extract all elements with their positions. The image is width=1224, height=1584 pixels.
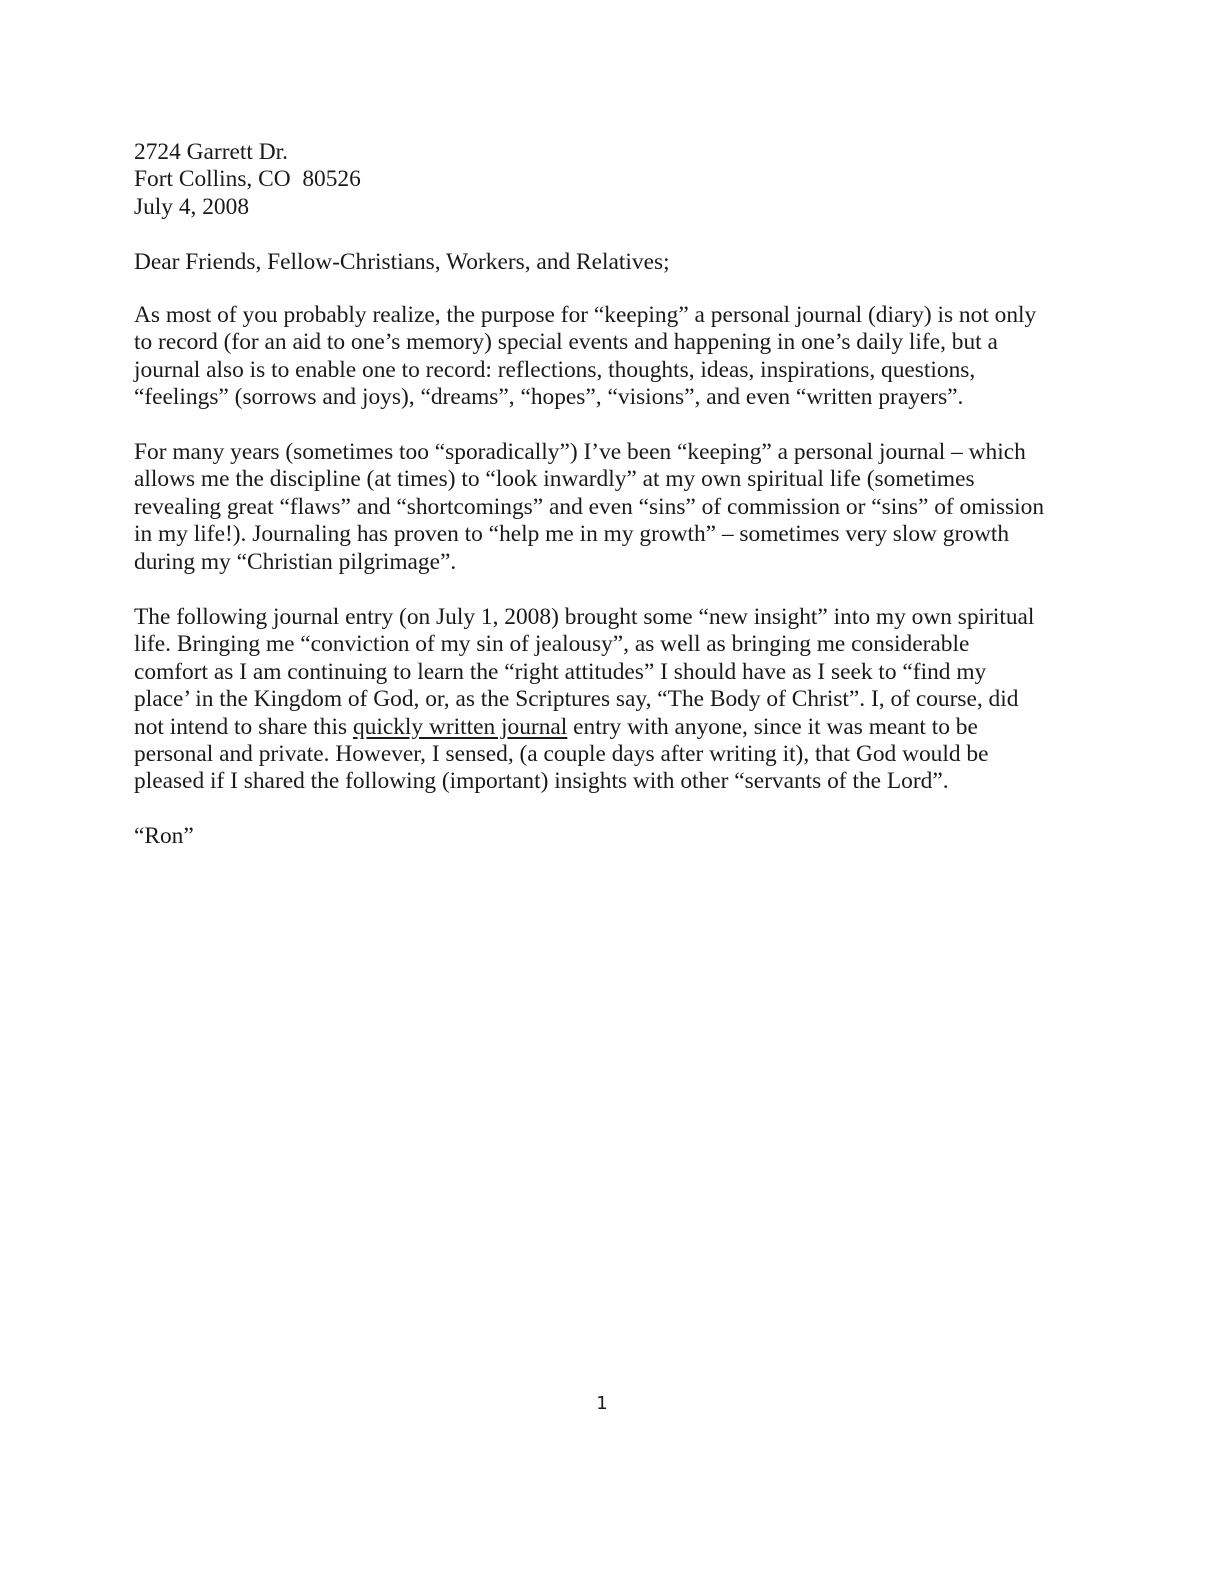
paragraph-journal-entry-intro	[134, 604, 1094, 796]
paragraph-line: personal and private. However, I sensed, (a couple days after writing it), that God would be	[134, 741, 989, 768]
line-text-end: entry with anyone, since it was meant to be	[567, 713, 978, 740]
paragraph-line: life. Bringing me “conviction of my sin of jealousy”, as well as bringing me considerable	[134, 631, 970, 658]
page-number: 1	[596, 1393, 608, 1414]
salutation: Dear Friends, Fellow-Christians, Workers, and Relatives;	[134, 249, 670, 275]
paragraph-line: in my life!). Journaling has proven to “help me in my growth” – sometimes very slow growth	[134, 521, 1010, 548]
paragraph-line-with-underline	[134, 714, 1094, 741]
paragraph-line: For many years (sometimes too “sporadically”) I’ve been “keeping” a personal journal – which	[134, 439, 1026, 465]
paragraph-line: pleased if I shared the following (important) insights with other “servants of the Lord”.	[134, 768, 949, 795]
paragraph-line: to record (for an aid to one’s memory) special events and happening in one’s daily life, but a	[134, 329, 998, 356]
paragraph-purpose-of-journal	[134, 302, 1094, 412]
paragraph-line: As most of you probably realize, the purpose for “keeping” a personal journal (diary) is not only	[134, 302, 1037, 328]
paragraph-line: comfort as I am continuing to learn the “right attitudes” I should have as I seek to “find my	[134, 658, 987, 685]
paragraph-line: revealing great “flaws” and “shortcomings” and even “sins” of commission or “sins” of omission	[134, 493, 1045, 520]
paragraph-line: “feelings” (sorrows and joys), “dreams”, “hopes”, “visions”, and even “written prayers”.	[134, 384, 964, 411]
paragraph-line: The following journal entry (on July 1, 2008) brought some “new insight” into my own spiritual	[134, 604, 1035, 630]
paragraph-line: journal also is to enable one to record: reflections, thoughts, ideas, inspirations, questions,	[134, 356, 976, 383]
sender-address-block	[134, 139, 634, 221]
signature: “Ron”	[134, 823, 194, 849]
line-text-start: not intend to share this	[134, 713, 353, 740]
paragraph-line: during my “Christian pilgrimage”.	[134, 548, 457, 575]
paragraph-line: place’ in the Kingdom of God, or, as the Scriptures say, “The Body of Christ”. I, of course, did	[134, 686, 1019, 713]
address-street: 2724 Garrett Dr.	[134, 139, 288, 165]
paragraph-line: allows me the discipline (at times) to “look inwardly” at my own spiritual life (sometimes	[134, 466, 975, 493]
paragraph-journaling-history	[134, 439, 1094, 576]
underlined-phrase: quickly written journal	[352, 713, 568, 740]
letter-date: July 4, 2008	[134, 193, 250, 220]
address-city: Fort Collins, CO 80526	[134, 166, 361, 193]
